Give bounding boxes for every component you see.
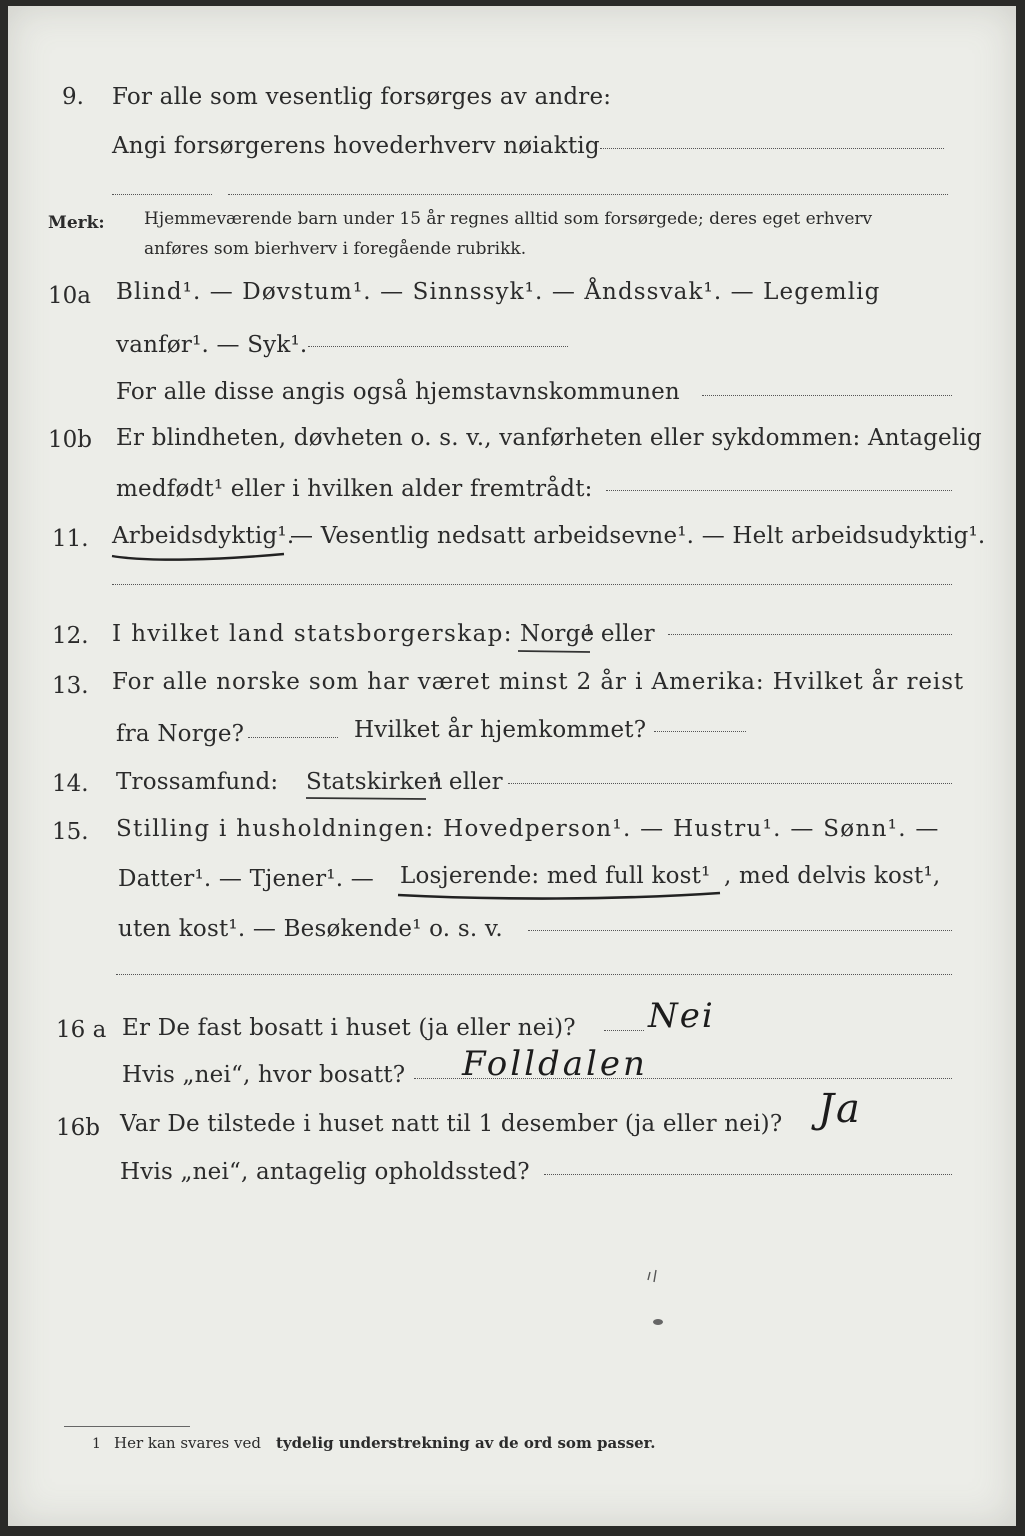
q15-number: 15.: [52, 819, 89, 845]
q12-answer-line: [668, 634, 952, 635]
q13-return-year-line: [654, 731, 746, 732]
q9-answer-line: [600, 148, 944, 149]
q16b-line1: Var De tilstede i huset natt til 1 desember (ja eller nei)?: [120, 1111, 783, 1137]
q10b-number: 10b: [48, 427, 92, 453]
q15-line1: Stilling i husholdningen: Hovedperson¹. — Hustru¹. — Sønn¹. —: [116, 816, 940, 842]
q15-line2a: Datter¹. — Tjener¹. —: [118, 866, 374, 892]
q15-option-losjerende: Losjerende: med full kost¹: [400, 863, 711, 889]
q16b-answer-line: [544, 1174, 952, 1175]
q16b-number: 16b: [56, 1115, 100, 1141]
q13-line1: For alle norske som har været minst 2 år i Amerika: Hvilket år reist: [112, 669, 965, 695]
footnote-text-bold: tydelig understrekning av de ord som passer.: [276, 1434, 656, 1452]
q10b-answer-line: [606, 490, 952, 491]
q10a-hometown-line: [702, 395, 952, 396]
q13-line2a: fra Norge?: [116, 721, 245, 747]
q12-post: ¹ eller: [584, 621, 655, 647]
pen-mark: [644, 1264, 674, 1334]
footnote-text-plain: Her kan svares ved: [114, 1434, 261, 1452]
q15-underline-mark: [396, 890, 726, 904]
footnote-rule: [64, 1426, 190, 1428]
q10a-line1: Blind¹. — Døvstum¹. — Sinnssyk¹. — Åndssvak¹. — Legemlig: [116, 279, 881, 305]
q10a-answer-line: [308, 346, 568, 347]
q12-number: 12.: [52, 623, 89, 649]
q13-line2b: Hvilket år hjemkommet?: [354, 717, 647, 743]
q9-line2: Angi forsørgerens hovederhverv nøiaktig: [112, 133, 600, 159]
q12-pre: I hvilket land statsborgerskap:: [112, 621, 513, 647]
q9-line1: For alle som vesentlig forsørges av andre:: [112, 84, 612, 110]
q10a-line3: For alle disse angis også hjemstavnskommunen: [116, 379, 680, 405]
q13-left-year-line: [248, 737, 338, 738]
q15-line3: uten kost¹. — Besøkende¹ o. s. v.: [118, 916, 503, 942]
q11-extra-line: [112, 584, 952, 585]
q14-option-statskirken: Statskirken: [306, 769, 443, 795]
merk-line1: Hjemmeværende barn under 15 år regnes alltid som forsørgede; deres eget erhverv: [144, 209, 873, 229]
q10a-line2: vanfør¹. — Syk¹.: [116, 332, 308, 358]
q16b-handwritten-answer-1: Ja: [818, 1086, 862, 1132]
q10a-number: 10a: [48, 283, 91, 309]
q15-extra-line: [116, 974, 952, 975]
merk-line2: anføres som bierhverv i foregående rubrikk.: [144, 239, 527, 259]
q12-option-norge: Norge: [520, 621, 595, 647]
q10b-line1: Er blindheten, døvheten o. s. v., vanførheten eller sykdommen: Antagelig: [116, 425, 982, 451]
q16a-handwritten-answer-2: Folldalen: [462, 1044, 648, 1084]
q16a-line2: Hvis „nei“, hvor bosatt?: [122, 1062, 406, 1088]
q15-line2b: , med delvis kost¹,: [724, 863, 941, 889]
q16a-answer-line-1: [604, 1030, 644, 1031]
q14-underline-mark: [304, 794, 434, 804]
q14-pre: Trossamfund:: [116, 769, 279, 795]
q11-option-arbeidsdyktig: Arbeidsdyktig¹.: [112, 523, 295, 549]
q15-answer-line: [528, 930, 952, 931]
q14-post: ¹ eller: [432, 769, 503, 795]
q11-number: 11.: [52, 526, 89, 552]
q9-number: 9.: [62, 84, 84, 110]
q14-number: 14.: [52, 771, 89, 797]
census-form-page: [8, 6, 1016, 1526]
q16a-number: 16 a: [56, 1017, 107, 1043]
q10b-line2: medfødt¹ eller i hvilken alder fremtrådt:: [116, 476, 593, 502]
q16a-line1: Er De fast bosatt i huset (ja eller nei)?: [122, 1015, 576, 1041]
q11-underline-mark: [108, 550, 288, 564]
q14-answer-line: [508, 783, 952, 784]
q16b-line2: Hvis „nei“, antagelig opholdssted?: [120, 1159, 530, 1185]
q12-underline-mark: [516, 648, 596, 656]
q16a-handwritten-answer-1: Nei: [648, 996, 715, 1036]
q13-number: 13.: [52, 673, 89, 699]
q9-extra-line-2: [228, 194, 948, 195]
merk-label: Merk:: [48, 213, 105, 233]
footnote-mark: 1: [92, 1436, 101, 1452]
q11-rest: — Vesentlig nedsatt arbeidsevne¹. — Helt arbeidsudyktig¹.: [290, 523, 986, 549]
q9-extra-line-1: [112, 194, 212, 195]
